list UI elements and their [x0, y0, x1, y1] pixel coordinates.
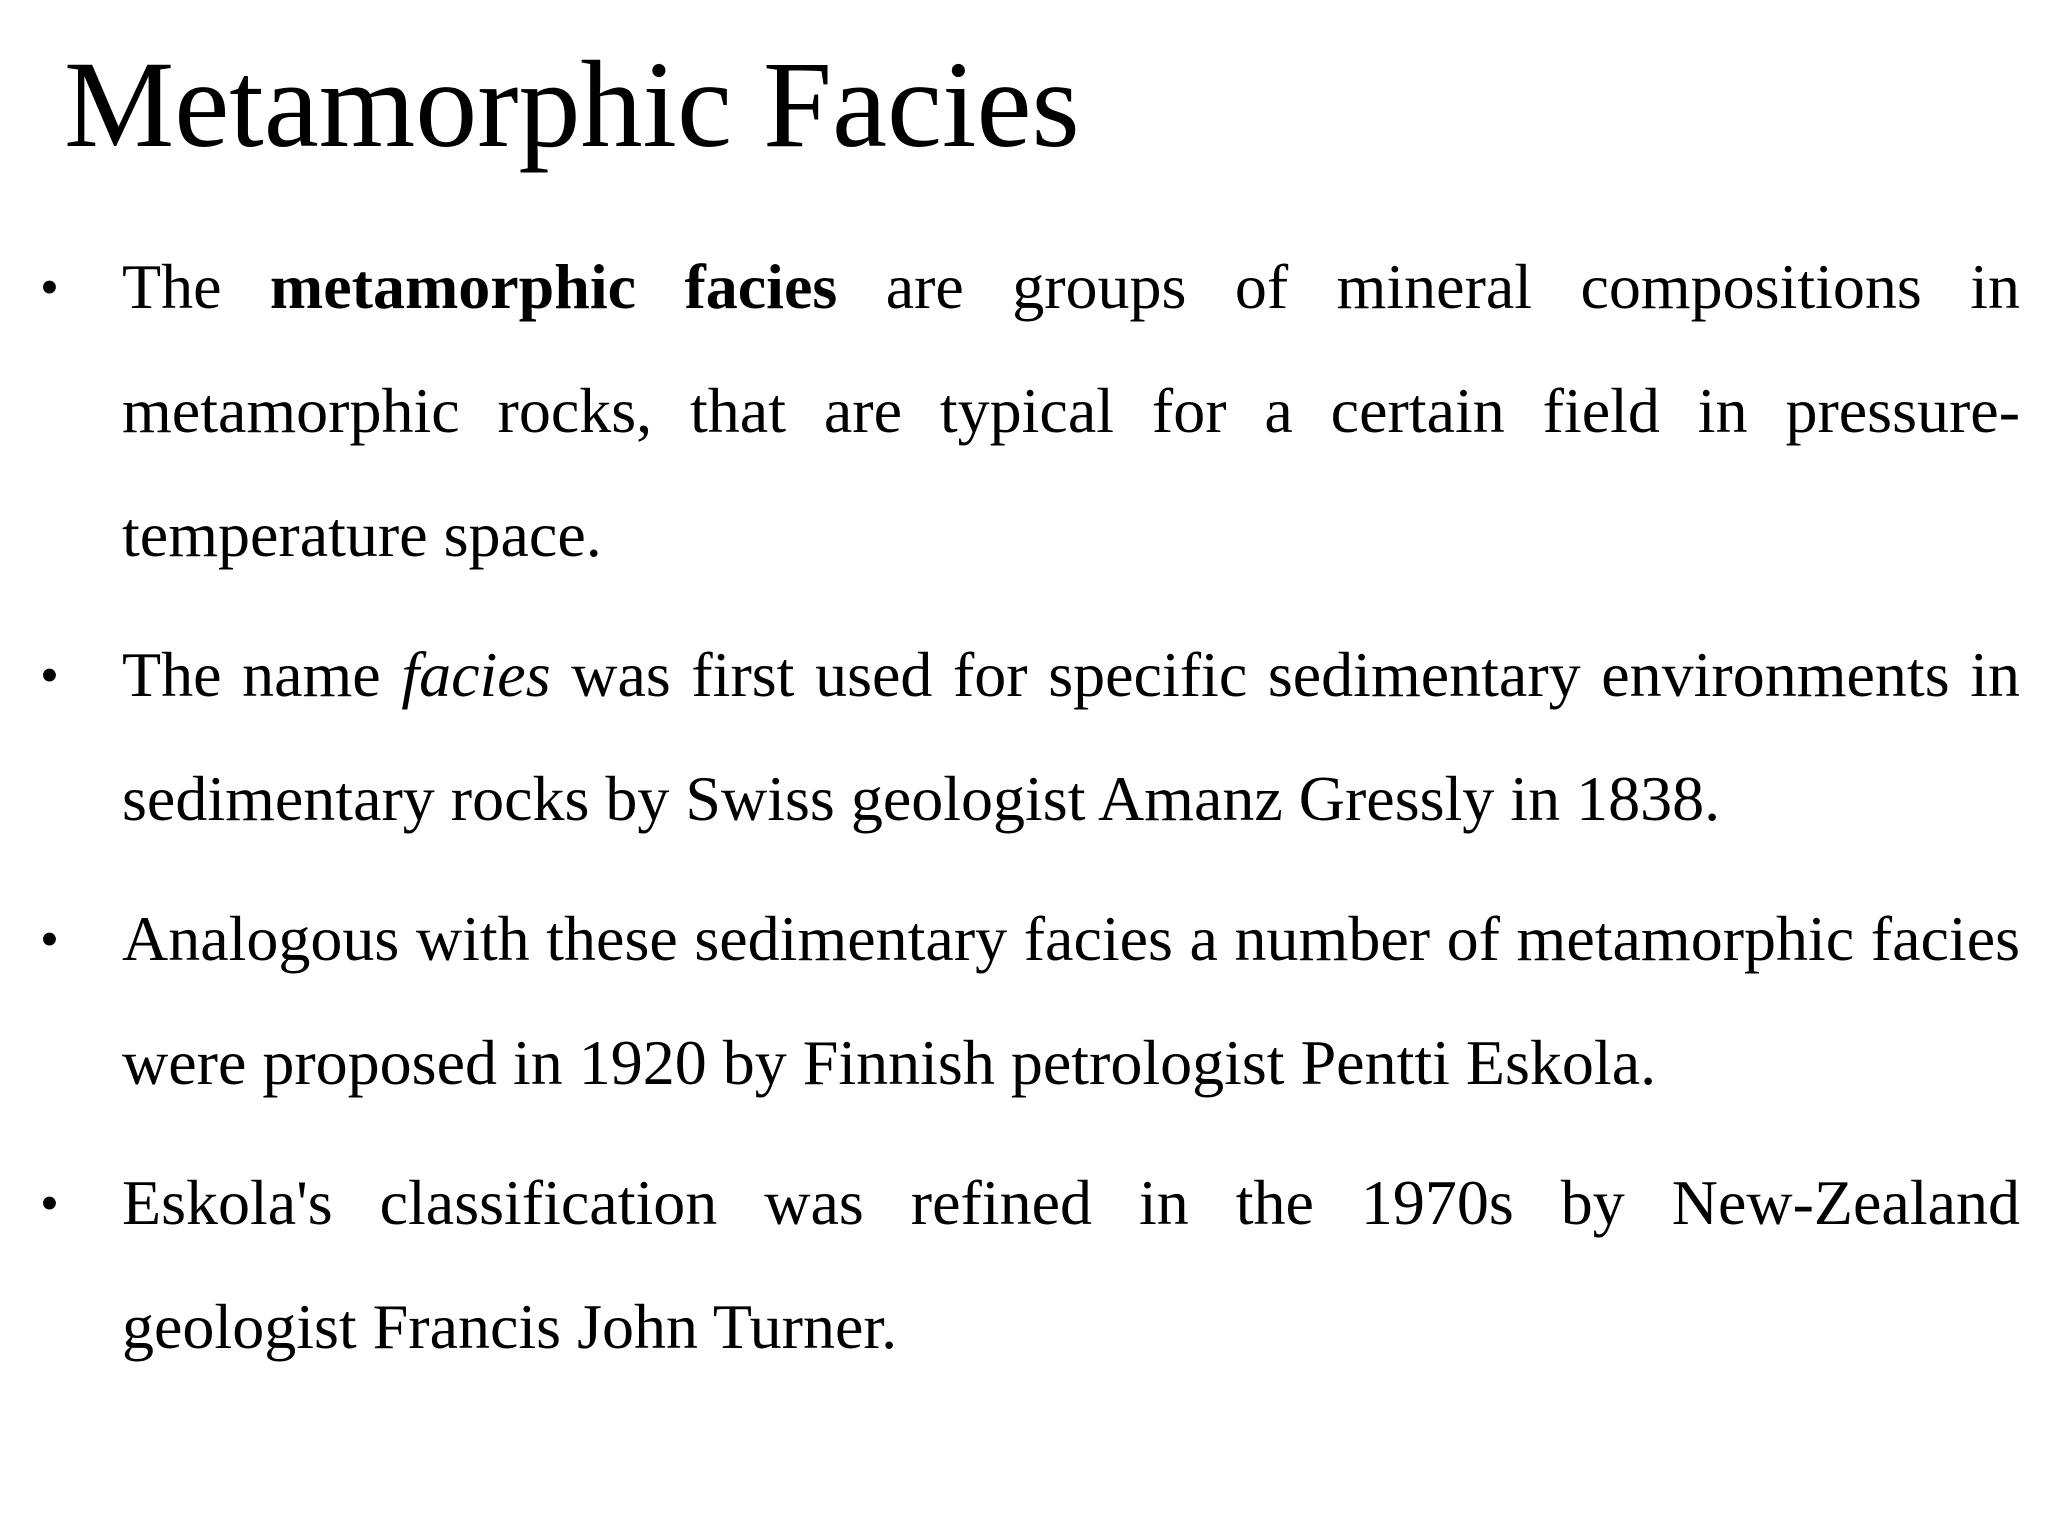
bullet-icon: • — [40, 1173, 59, 1233]
bullet-icon: • — [40, 645, 59, 705]
bullet-list — [40, 225, 2020, 1405]
slide-title: Metamorphic Facies — [64, 36, 1080, 173]
bullet-item-definition — [40, 225, 2020, 597]
italic-term: facies — [401, 639, 551, 710]
bullet-icon: • — [40, 909, 59, 969]
bullet-text: Analogous with these sedimentary facies a number of metamorphic facies were proposed in 1920 by Finnish petrologist Pentti Eskola. — [122, 903, 2020, 1098]
bullet-item-turner — [40, 1141, 2020, 1389]
bullet-icon: • — [40, 257, 59, 317]
bullet-text: The metamorphic facies are groups of mineral compositions in metamorphic rocks, that are typical for a certain field in pressure-temperature space. — [122, 251, 2021, 570]
bullet-item-origin — [40, 613, 2020, 861]
bullet-text: Eskola's classification was refined in the 1970s by New-Zealand geologist Francis John Turner. — [122, 1167, 2020, 1362]
bullet-text: The name facies was first used for specific sedimentary environments in sedimentary rocks by Swiss geologist Amanz Gressly in 1838. — [122, 639, 2021, 834]
bold-term: metamorphic facies — [269, 251, 838, 322]
bullet-item-eskola — [40, 877, 2020, 1125]
